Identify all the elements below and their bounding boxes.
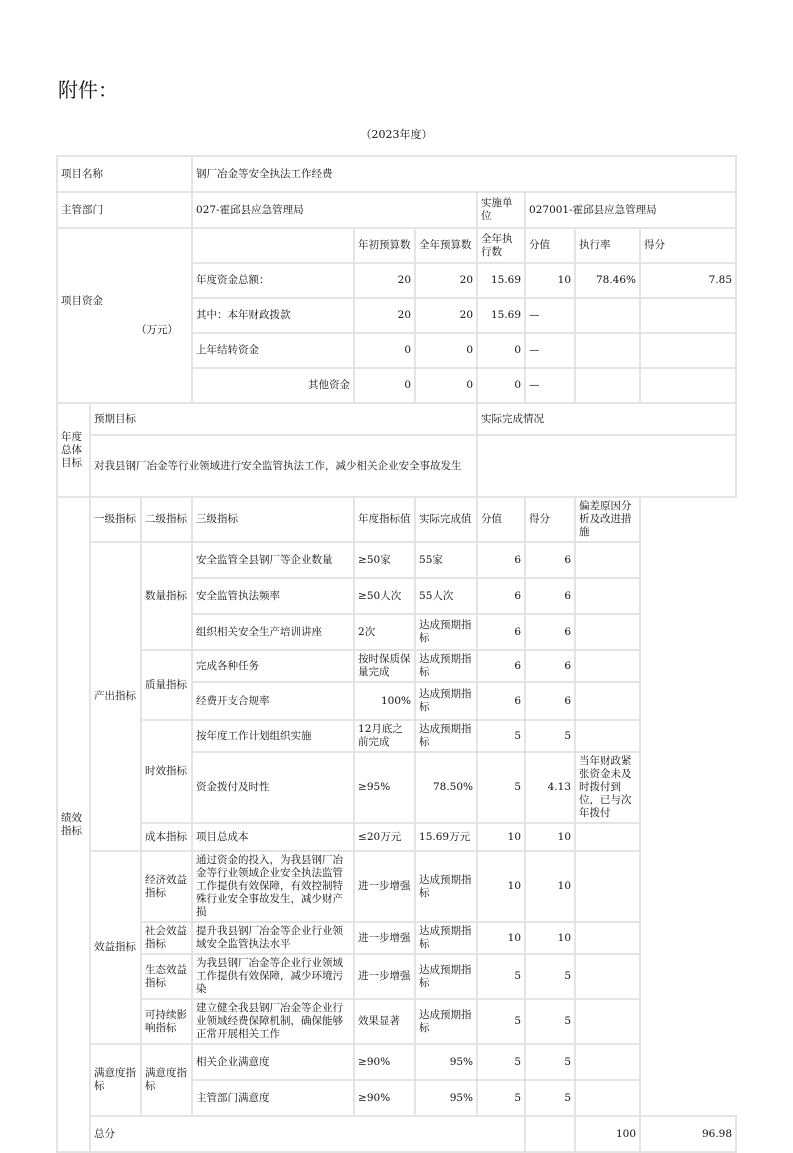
perf-row-score: 4.13 <box>525 752 575 823</box>
funds-row-score-value: 10 <box>525 263 575 298</box>
perf-row-score: 6 <box>525 542 575 578</box>
funds-row-full: 20 <box>415 298 477 333</box>
level2-social: 社会效益指标 <box>141 922 192 954</box>
perf-row-actual: 达成预期指标 <box>415 999 477 1044</box>
perf-row-note <box>575 650 640 682</box>
perf-row-note <box>575 542 640 578</box>
funds-header-blank <box>192 228 354 263</box>
project-name-value: 钢厂冶金等安全执法工作经费 <box>192 156 736 192</box>
perf-row-actual: 达成预期指标 <box>415 922 477 954</box>
perf-row <box>57 720 736 752</box>
perf-row-name: 提升我县钢厂冶金等企业行业领域安全监管执法水平 <box>192 922 354 954</box>
goal-expected-text: 对我县钢厂冶金等行业领域进行安全监管执法工作，减少相关企业安全事故发生 <box>90 435 477 497</box>
level1-satisfaction: 满意度指标 <box>90 1044 141 1116</box>
perf-row-name: 建立健全我县钢厂冶金等企业行业领域经费保障机制，确保能够正常开展相关工作 <box>192 999 354 1044</box>
funds-row-exec: 0 <box>477 368 525 403</box>
perf-header-note: 偏差原因分析及改进措施 <box>575 497 640 542</box>
perf-row-target: 2次 <box>354 614 415 650</box>
funds-label: 项目资金 <box>61 294 103 307</box>
level2-quality: 质量指标 <box>141 650 192 720</box>
perf-row-name: 项目总成本 <box>192 823 354 851</box>
funds-row-exec: 15.69 <box>477 263 525 298</box>
perf-row-score: 5 <box>525 1080 575 1116</box>
funds-row-full: 20 <box>415 263 477 298</box>
funds-label-cell <box>57 228 192 403</box>
perf-row-name: 按年度工作计划组织实施 <box>192 720 354 752</box>
perf-row-name: 资金拨付及时性 <box>192 752 354 823</box>
funds-header-full: 全年预算数 <box>415 228 477 263</box>
perf-row-score: 10 <box>525 823 575 851</box>
perf-row-actual: 78.50% <box>415 752 477 823</box>
perf-row-note <box>575 851 640 922</box>
goal-expected-label: 预期目标 <box>90 403 477 435</box>
level1-output: 产出指标 <box>90 542 141 851</box>
total-score-value: 100 <box>575 1116 640 1152</box>
perf-row-score: 5 <box>525 999 575 1044</box>
perf-row-target: 100% <box>354 682 415 720</box>
report-year: （2023年度） <box>360 128 433 141</box>
project-name-label: 项目名称 <box>57 156 192 192</box>
perf-row-score: 5 <box>525 1044 575 1080</box>
dept-label: 主管部门 <box>57 192 192 228</box>
funds-row-exec: 15.69 <box>477 298 525 333</box>
funds-row-name: 其他资金 <box>192 368 354 403</box>
perf-row <box>57 999 736 1044</box>
perf-row <box>57 922 736 954</box>
perf-label: 绩效指标 <box>57 497 90 1152</box>
perf-header-level3: 三级指标 <box>192 497 354 542</box>
perf-row-score: 5 <box>525 954 575 999</box>
perf-row-target: ≤20万元 <box>354 823 415 851</box>
funds-row-full: 0 <box>415 368 477 403</box>
perf-row-target: ≥95% <box>354 752 415 823</box>
perf-row-target: 12月底之前完成 <box>354 720 415 752</box>
perf-row-score-value: 5 <box>477 999 525 1044</box>
perf-row-note <box>575 823 640 851</box>
perf-header-actual: 实际完成值 <box>415 497 477 542</box>
perf-row-note <box>575 1044 640 1080</box>
total-score: 96.98 <box>640 1116 736 1152</box>
perf-row <box>57 650 736 682</box>
perf-row-actual: 达成预期指标 <box>415 720 477 752</box>
perf-row-actual: 达成预期指标 <box>415 851 477 922</box>
perf-row-name: 经费开支合规率 <box>192 682 354 720</box>
perf-row-name: 主管部门满意度 <box>192 1080 354 1116</box>
perf-row-score-value: 6 <box>477 614 525 650</box>
perf-row-note: 当年财政紧张资金未及时拨付到位，已与次年拨付 <box>575 752 640 823</box>
perf-row-target: 进一步增强 <box>354 954 415 999</box>
funds-header-rate: 执行率 <box>575 228 640 263</box>
perf-row-name: 通过资金的投入，为我县钢厂冶金等行业领域企业安全执法监管工作提供有效保障，有效控制特殊行业安全事故发生，减少财产损 <box>192 851 354 922</box>
funds-row-name: 年度资金总额： <box>192 263 354 298</box>
funds-row-init: 0 <box>354 368 415 403</box>
perf-row-score: 6 <box>525 614 575 650</box>
perf-row-actual: 95% <box>415 1044 477 1080</box>
perf-row-score-value: 5 <box>477 752 525 823</box>
perf-row-actual: 达成预期指标 <box>415 614 477 650</box>
funds-row-rate: 78.46% <box>575 263 640 298</box>
perf-row-note <box>575 682 640 720</box>
funds-unit: （万元） <box>136 323 179 336</box>
perf-row-score: 10 <box>525 851 575 922</box>
funds-row-score: 7.85 <box>640 263 736 298</box>
perf-header-score-value: 分值 <box>477 497 525 542</box>
funds-row-name: 其中：本年财政拨款 <box>192 298 354 333</box>
perf-row-score: 10 <box>525 922 575 954</box>
unit-value: 027001-霍邱县应急管理局 <box>525 192 736 228</box>
level2-satisfaction: 满意度指标 <box>141 1044 192 1116</box>
perf-row <box>57 851 736 922</box>
funds-header-score-value: 分值 <box>525 228 575 263</box>
perf-row-note <box>575 1080 640 1116</box>
perf-row-target: 进一步增强 <box>354 851 415 922</box>
level2-sustain: 可持续影响指标 <box>141 999 192 1044</box>
perf-row-note <box>575 720 640 752</box>
funds-row-init: 0 <box>354 333 415 368</box>
perf-row-score-value: 6 <box>477 542 525 578</box>
perf-row <box>57 1044 736 1080</box>
level2-time: 时效指标 <box>141 720 192 823</box>
funds-row-score <box>640 333 736 368</box>
perf-row-actual: 达成预期指标 <box>415 954 477 999</box>
perf-header-score: 得分 <box>525 497 575 542</box>
perf-row-target: 进一步增强 <box>354 922 415 954</box>
perf-row-score: 6 <box>525 578 575 614</box>
perf-row-name: 完成各种任务 <box>192 650 354 682</box>
perf-row <box>57 823 736 851</box>
perf-row-name: 安全监管全县钢厂等企业数量 <box>192 542 354 578</box>
perf-row-score-value: 6 <box>477 682 525 720</box>
perf-row-actual: 95% <box>415 1080 477 1116</box>
funds-header-score: 得分 <box>640 228 736 263</box>
funds-row-name: 上年结转资金 <box>192 333 354 368</box>
perf-row-score: 6 <box>525 650 575 682</box>
funds-row-rate <box>575 298 640 333</box>
funds-row-rate <box>575 368 640 403</box>
perf-row-score-value: 5 <box>477 720 525 752</box>
funds-row-score-value: — <box>525 368 575 403</box>
perf-row-name: 组织相关安全生产培训讲座 <box>192 614 354 650</box>
dept-value: 027-霍邱县应急管理局 <box>192 192 477 228</box>
perf-row-target: ≥50人次 <box>354 578 415 614</box>
perf-header-level1: 一级指标 <box>90 497 141 542</box>
funds-row-exec: 0 <box>477 333 525 368</box>
level2-quantity: 数量指标 <box>141 542 192 650</box>
perf-row-note <box>575 999 640 1044</box>
perf-row-actual: 55家 <box>415 542 477 578</box>
perf-row-score-value: 10 <box>477 823 525 851</box>
perf-row-actual: 15.69万元 <box>415 823 477 851</box>
perf-row-actual: 达成预期指标 <box>415 682 477 720</box>
total-label: 总分 <box>90 1116 525 1152</box>
perf-row-score-value: 10 <box>477 851 525 922</box>
perf-row-target: 按时保质保量完成 <box>354 650 415 682</box>
perf-row-score-value: 5 <box>477 954 525 999</box>
perf-row-target: 效果显著 <box>354 999 415 1044</box>
perf-row-note <box>575 954 640 999</box>
perf-row-target: ≥50家 <box>354 542 415 578</box>
funds-header-init: 年初预算数 <box>354 228 415 263</box>
perf-row-score-value: 10 <box>477 922 525 954</box>
perf-row-score-value: 6 <box>477 578 525 614</box>
page-heading: 附件： <box>58 78 118 102</box>
funds-row-init: 20 <box>354 263 415 298</box>
perf-row-score-value: 6 <box>477 650 525 682</box>
funds-row-init: 20 <box>354 298 415 333</box>
perf-row-target: ≥90% <box>354 1044 415 1080</box>
perf-row-note <box>575 578 640 614</box>
perf-row-actual: 55人次 <box>415 578 477 614</box>
perf-row <box>57 954 736 999</box>
perf-header-target: 年度指标值 <box>354 497 415 542</box>
perf-header-level2: 二级指标 <box>141 497 192 542</box>
funds-row-score-value: — <box>525 333 575 368</box>
level2-cost: 成本指标 <box>141 823 192 851</box>
perf-row-score-value: 5 <box>477 1080 525 1116</box>
funds-row-score <box>640 298 736 333</box>
perf-row-target: ≥90% <box>354 1080 415 1116</box>
performance-evaluation-table <box>56 155 737 1153</box>
perf-row-note <box>575 922 640 954</box>
level2-eco: 生态效益指标 <box>141 954 192 999</box>
goal-label: 年度总体目标 <box>57 403 90 497</box>
level2-econ: 经济效益指标 <box>141 851 192 922</box>
perf-row-score: 5 <box>525 720 575 752</box>
perf-row-actual: 达成预期指标 <box>415 650 477 682</box>
goal-actual-text <box>477 435 736 497</box>
funds-row-score-value: — <box>525 298 575 333</box>
perf-row <box>57 542 736 578</box>
funds-row-rate <box>575 333 640 368</box>
perf-row-name: 相关企业满意度 <box>192 1044 354 1080</box>
total-blank <box>525 1116 575 1152</box>
unit-label: 实施单位 <box>477 192 525 228</box>
perf-row-score-value: 5 <box>477 1044 525 1080</box>
perf-row-score: 6 <box>525 682 575 720</box>
level1-effect: 效益指标 <box>90 851 141 1044</box>
funds-header-exec: 全年执行数 <box>477 228 525 263</box>
perf-row-name: 安全监管执法频率 <box>192 578 354 614</box>
funds-row-score <box>640 368 736 403</box>
goal-actual-label: 实际完成情况 <box>477 403 736 435</box>
funds-row-full: 0 <box>415 333 477 368</box>
perf-row-name: 为我县钢厂冶金等企业行业领域工作提供有效保障，减少环境污染 <box>192 954 354 999</box>
perf-row-note <box>575 614 640 650</box>
